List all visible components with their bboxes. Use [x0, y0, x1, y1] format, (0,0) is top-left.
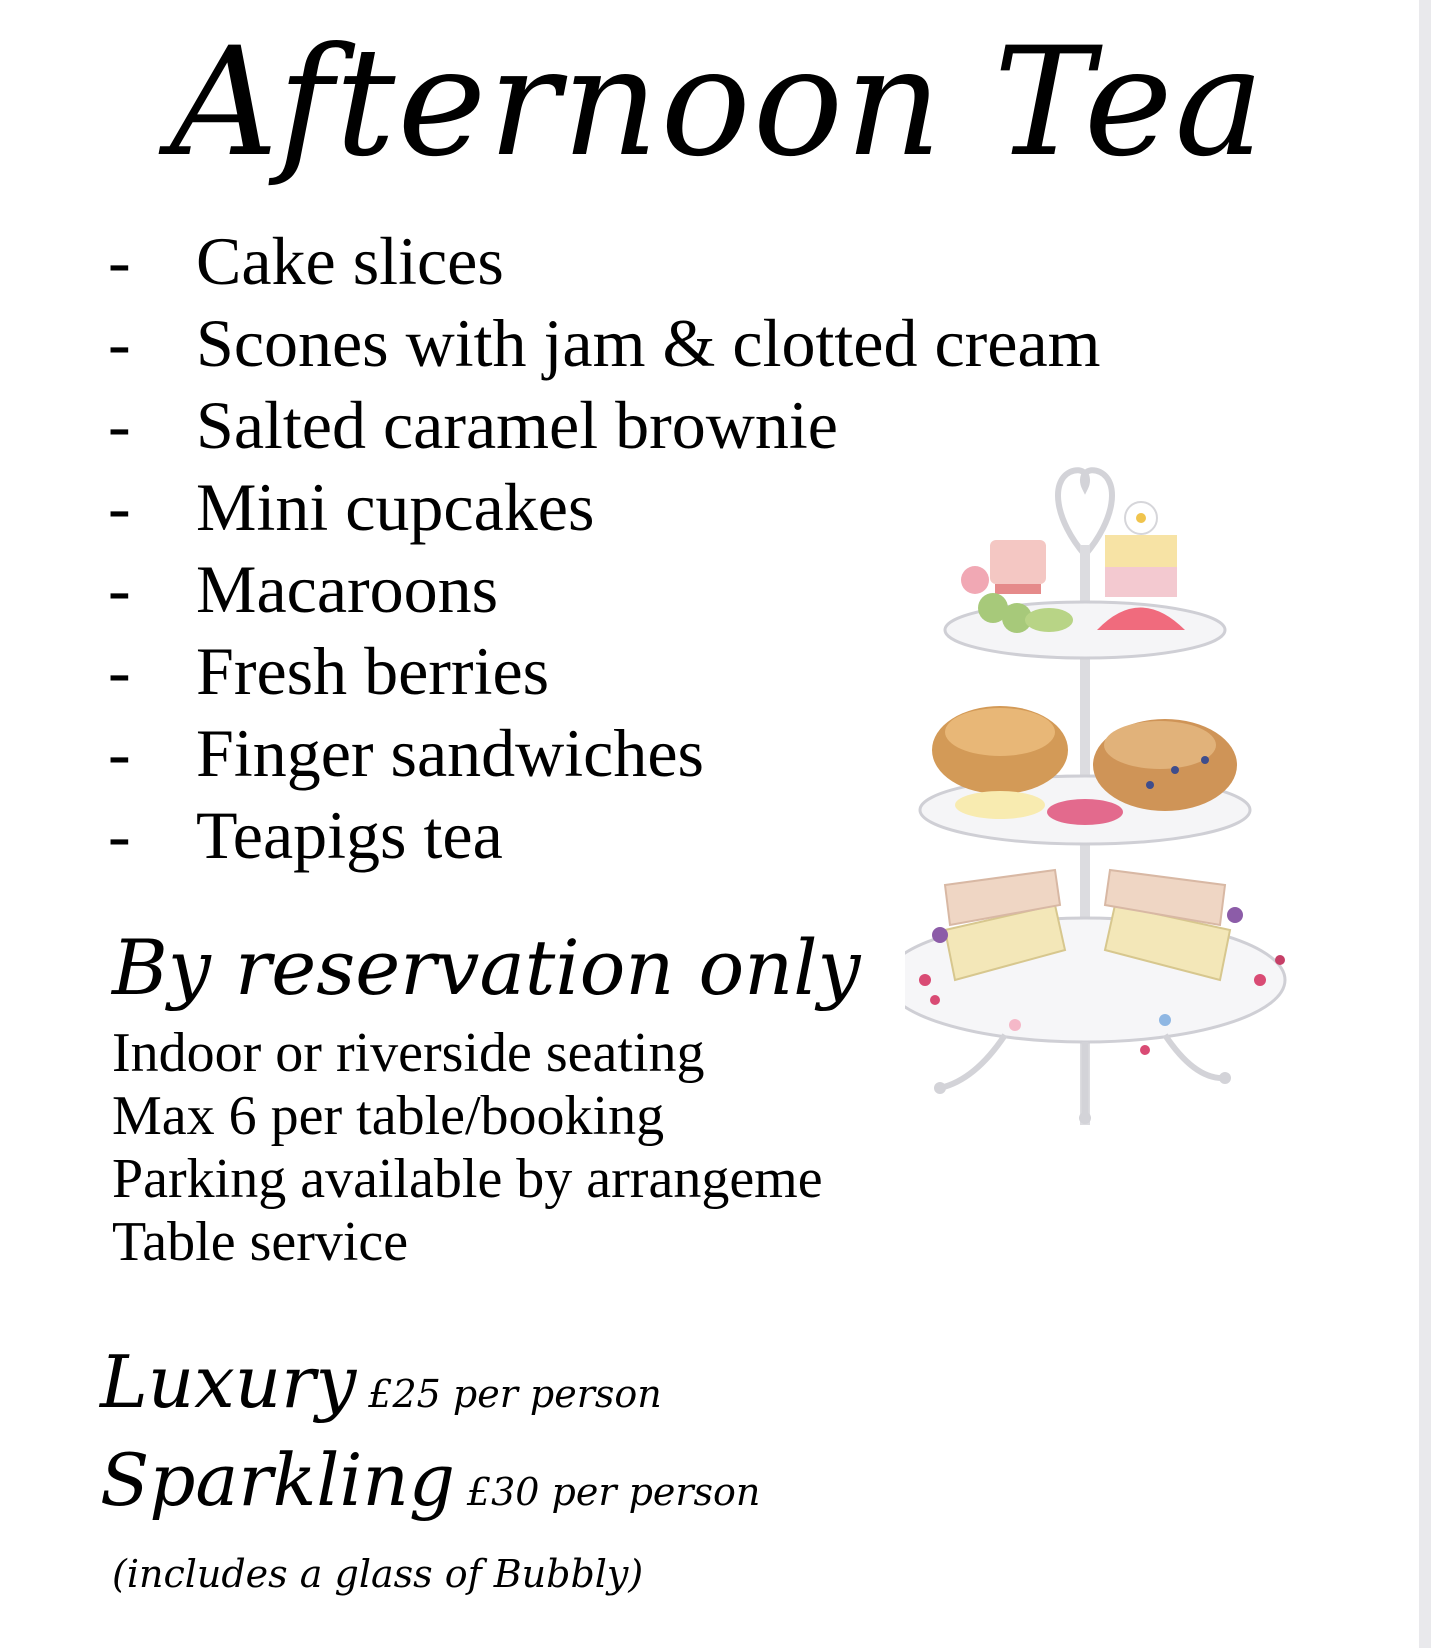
price-name: Luxury	[100, 1340, 357, 1424]
price-sparkling	[100, 1438, 760, 1522]
bullet-dash: -	[108, 305, 131, 381]
right-edge-border	[1419, 0, 1431, 1648]
bullet-dash: -	[108, 715, 131, 791]
cake-stand-illustration	[905, 460, 1365, 1180]
menu-item-label: Mini cupcakes	[196, 469, 595, 545]
menu-item-label: Finger sandwiches	[196, 715, 705, 791]
bullet-dash: -	[108, 551, 131, 627]
menu-item-label: Macaroons	[196, 551, 499, 627]
bullet-dash: -	[108, 469, 131, 545]
menu-item	[108, 220, 1101, 302]
bullet-dash: -	[108, 387, 131, 463]
reservation-info	[112, 1022, 896, 1274]
menu-item	[108, 302, 1101, 384]
price-value: £30 per person	[466, 1470, 761, 1514]
info-line: Parking available by arrangeme	[112, 1148, 823, 1210]
info-line: Indoor or riverside seating	[112, 1022, 705, 1084]
price-name: Sparkling	[100, 1438, 455, 1522]
menu-item-label: Fresh berries	[196, 633, 550, 709]
info-line: Table service	[112, 1211, 409, 1273]
menu-item-label: Teapigs tea	[196, 797, 503, 873]
bullet-dash: -	[108, 797, 131, 873]
menu-item-label: Scones with jam & clotted cream	[196, 305, 1101, 381]
price-value: £25 per person	[368, 1372, 662, 1416]
pricing-note: (includes a glass of Bubbly)	[112, 1552, 644, 1596]
bullet-dash: -	[108, 633, 131, 709]
reservation-heading: By reservation only	[112, 923, 861, 1012]
price-luxury	[100, 1340, 662, 1424]
page-title: Afternoon Tea	[170, 16, 1267, 190]
menu-item-label: Salted caramel brownie	[196, 387, 838, 463]
menu-item-label: Cake slices	[196, 223, 504, 299]
bullet-dash: -	[108, 223, 131, 299]
menu-item	[108, 384, 1101, 466]
info-line: Max 6 per table/booking	[112, 1085, 665, 1147]
